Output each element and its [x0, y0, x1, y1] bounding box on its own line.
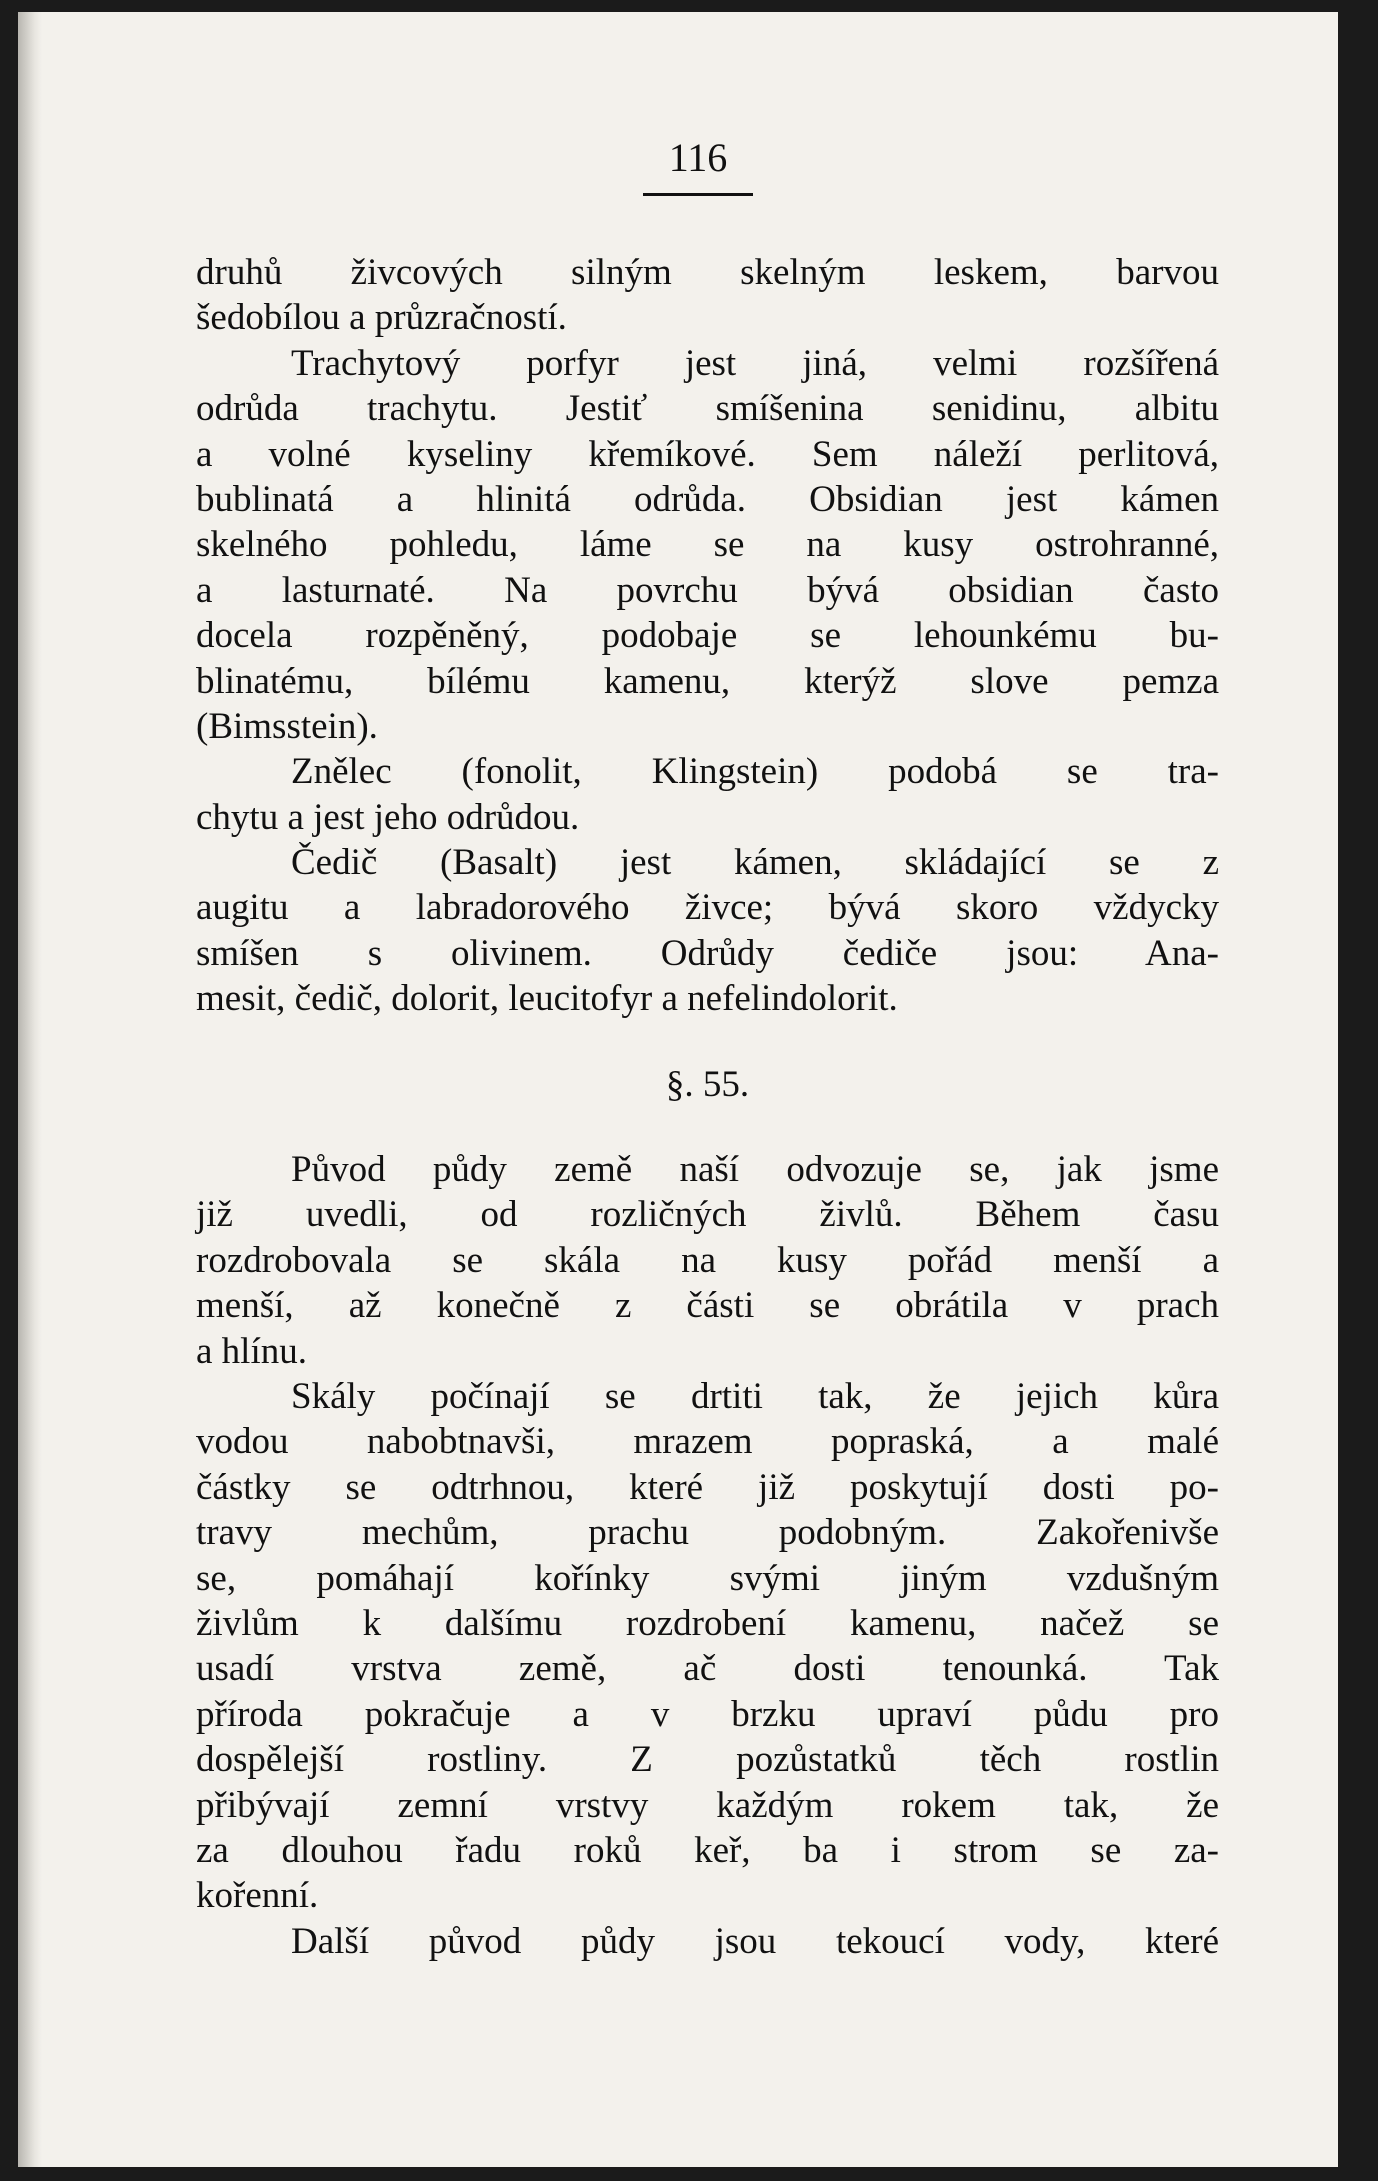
text-line: šedobílou a průzračností. [196, 297, 567, 339]
text-line: druhů živcových silným skelným leskem, barvou [196, 252, 1219, 293]
text-line: kořenní. [196, 1875, 319, 1917]
text-line: dospělejší rostliny. Z pozůstatků těch rostlin [196, 1739, 1219, 1781]
text-line: vodou nabobtnavši, mrazem popraská, a malé [196, 1421, 1219, 1463]
page-number: 116 [643, 134, 754, 196]
text-line: docela rozpěněný, podobaje se lehounkému bu- [196, 615, 1219, 657]
page-header [18, 134, 1338, 196]
text-line: blinatému, bílému kamenu, kterýž slove pemza [196, 660, 1219, 702]
text-line: příroda pokračuje a v brzku upraví půdu pro [196, 1693, 1219, 1735]
text-line: živlům k dalšímu rozdrobení kamenu, načež se [196, 1602, 1219, 1644]
text-line: usadí vrstva země, ač dosti tenounká. Tak [196, 1648, 1219, 1690]
text-line: již uvedli, od rozličných živlů. Během času [196, 1194, 1219, 1236]
text-line: Další původ půdy jsou tekoucí vody, které [291, 1920, 1219, 1962]
text-line: za dlouhou řadu roků keř, ba i strom se za- [196, 1829, 1219, 1871]
text-line: částky se odtrhnou, které již poskytují dosti po- [196, 1466, 1219, 1508]
text-line: mesit, čedič, dolorit, leucitofyr a nefelindolorit. [196, 978, 898, 1020]
text-line: Trachytový porfyr jest jiná, velmi rozšířená [291, 342, 1219, 384]
text-line: Znělec (fonolit, Klingstein) podobá se tra- [291, 751, 1219, 793]
text-line: odrůda trachytu. Jestiť smíšenina senidinu, albitu [196, 388, 1219, 430]
text-line: Čedič (Basalt) jest kámen, skládající se z [291, 842, 1219, 884]
text-line: Skály počínají se drtiti tak, že jejich kůra [291, 1375, 1219, 1417]
text-line: augitu a labradorového živce; bývá skoro vždycky [196, 887, 1219, 929]
book-page [18, 12, 1338, 2167]
text-line: a volné kyseliny křemíkové. Sem náleží perlitová, [196, 433, 1219, 475]
text-line: a hlínu. [196, 1330, 307, 1372]
section-heading: §. 55. [665, 1063, 750, 1105]
page-edge-shadow [18, 12, 42, 2167]
text-line: přibývají zemní vrstvy každým rokem tak, že [196, 1784, 1219, 1826]
text-line: rozdrobovala se skála na kusy pořád menší a [196, 1239, 1219, 1281]
body-text [196, 250, 1219, 1964]
text-line: a lasturnaté. Na povrchu bývá obsidian často [196, 569, 1219, 611]
text-line: smíšen s olivinem. Odrůdy čediče jsou: Ana- [196, 932, 1219, 974]
text-line: Původ půdy země naší odvozuje se, jak jsme [291, 1149, 1219, 1191]
text-line: chytu a jest jeho odrůdou. [196, 796, 580, 838]
text-line: menší, až konečně z části se obrátila v prach [196, 1285, 1219, 1327]
text-line: travy mechům, prachu podobným. Zakořenivše [196, 1512, 1219, 1554]
text-line: skelného pohledu, láme se na kusy ostrohranné, [196, 524, 1219, 566]
text-line: se, pomáhají kořínky svými jiným vzdušným [196, 1557, 1219, 1599]
text-line: (Bimsstein). [196, 705, 378, 747]
text-line: bublinatá a hlinitá odrůda. Obsidian jest kámen [196, 478, 1219, 520]
